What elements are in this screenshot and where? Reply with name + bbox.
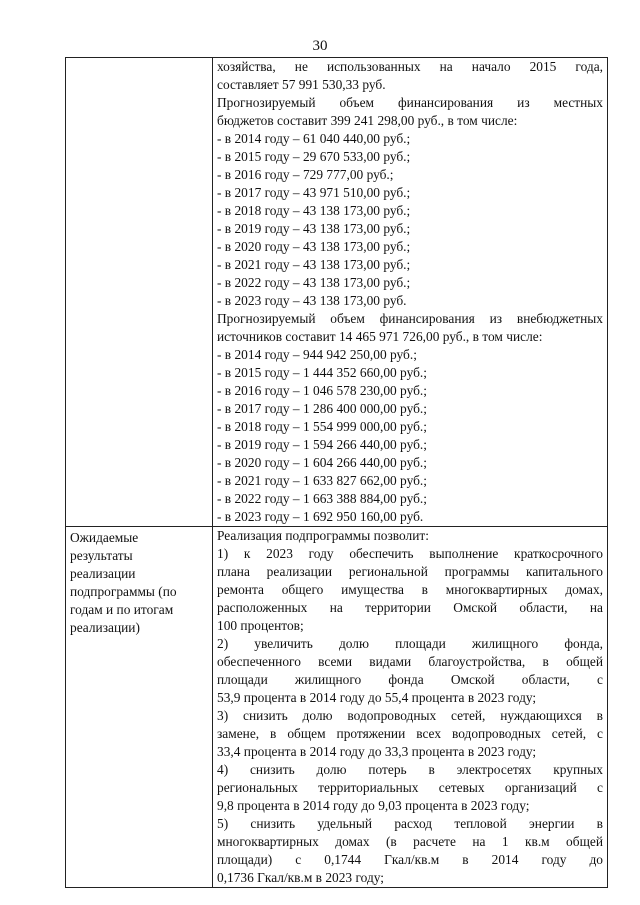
text-line: региональных территориальных сетевых организаций с [217,780,603,795]
text-line: - в 2020 году – 43 138 173,00 руб.; [217,239,411,254]
text-line: - в 2021 году – 43 138 173,00 руб.; [217,257,411,272]
expected-results-label-cell [66,527,213,888]
table-row [66,58,608,527]
text-line: 3) снизить долю водопроводных сетей, нуждающихся в [217,708,603,723]
text-line: расположенных на территории Омской области, на [217,600,603,615]
text-line: источников составит 14 465 971 726,00 руб., в том числе: [217,329,543,344]
label-line: реализации [70,566,136,581]
text-line: Прогнозируемый объем финансирования из местных [217,95,603,110]
text-line: бюджетов составит 399 241 298,00 руб., в том числе: [217,113,518,128]
expected-results-text-cell [213,527,608,888]
text-line: - в 2023 году – 43 138 173,00 руб. [217,293,407,308]
text-line: - в 2022 году – 1 663 388 884,00 руб.; [217,491,427,506]
text-line: Реализация подпрограммы позволит: [217,528,429,543]
page-number: 30 [312,38,328,54]
text-line: - в 2018 году – 43 138 173,00 руб.; [217,203,411,218]
funding-text-cell [213,58,608,527]
label-line: реализации) [70,620,140,635]
text-line: 9,8 процента в 2014 году до 9,03 процента в 2023 году; [217,798,530,813]
text-line: 0,1736 Гкал/кв.м в 2023 году; [217,870,384,885]
text-line: - в 2014 году – 61 040 440,00 руб.; [217,131,411,146]
label-line: результаты [70,548,133,563]
text-line: - в 2017 году – 43 971 510,00 руб.; [217,185,411,200]
text-line: Прогнозируемый объем финансирования из внебюджетных [217,311,603,326]
passport-table [65,57,608,888]
text-line: составляет 57 991 530,33 руб. [217,77,386,92]
text-line: - в 2022 году – 43 138 173,00 руб.; [217,275,411,290]
text-line: - в 2015 году – 29 670 533,00 руб.; [217,149,411,164]
text-line: 2) увеличить долю площади жилищного фонда, [217,636,603,651]
text-line: многоквартирных домах (в расчете на 1 кв.м общей [217,834,603,849]
text-line: - в 2023 году – 1 692 950 160,00 руб. [217,509,424,524]
text-line: - в 2020 году – 1 604 266 440,00 руб.; [217,455,427,470]
text-line: замене, в общем протяжении всех водопроводных сетей, с [217,726,603,741]
text-line: - в 2018 году – 1 554 999 000,00 руб.; [217,419,427,434]
text-line: 4) снизить долю потерь в электросетях крупных [217,762,603,777]
text-line: - в 2017 году – 1 286 400 000,00 руб.; [217,401,427,416]
label-line: Ожидаемые [70,530,139,545]
text-line: - в 2014 году – 944 942 250,00 руб.; [217,347,417,362]
text-line: обеспеченного всеми видами благоустройства, в общей [217,654,603,669]
text-line: площади жилищного фонда Омской области, с [217,672,603,687]
text-line: 33,4 процента в 2014 году до 33,3 процента в 2023 году; [217,744,537,759]
text-line: хозяйства, не использованных на начало 2015 года, [217,59,603,74]
text-line: 100 процентов; [217,618,304,633]
text-line: - в 2016 году – 1 046 578 230,00 руб.; [217,383,427,398]
text-line: - в 2016 году – 729 777,00 руб.; [217,167,394,182]
text-line: - в 2021 году – 1 633 827 662,00 руб.; [217,473,427,488]
text-line: площади) с 0,1744 Гкал/кв.м в 2014 году до [217,852,603,867]
text-line: - в 2019 году – 1 594 266 440,00 руб.; [217,437,427,452]
table-row [66,527,608,888]
row-label-cell-empty [66,58,213,527]
text-line: плана реализации региональной программы капитального [217,564,603,579]
text-line: - в 2015 году – 1 444 352 660,00 руб.; [217,365,427,380]
text-line: 5) снизить удельный расход тепловой энергии в [217,816,603,831]
label-line: подпрограммы (по [70,584,177,599]
label-line: годам и по итогам [70,602,174,617]
text-line: ремонта общего имущества в многоквартирных домах, [217,582,603,597]
text-line: - в 2019 году – 43 138 173,00 руб.; [217,221,411,236]
text-line: 1) к 2023 году обеспечить выполнение краткосрочного [217,546,603,561]
text-line: 53,9 процента в 2014 году до 55,4 процента в 2023 году; [217,690,537,705]
